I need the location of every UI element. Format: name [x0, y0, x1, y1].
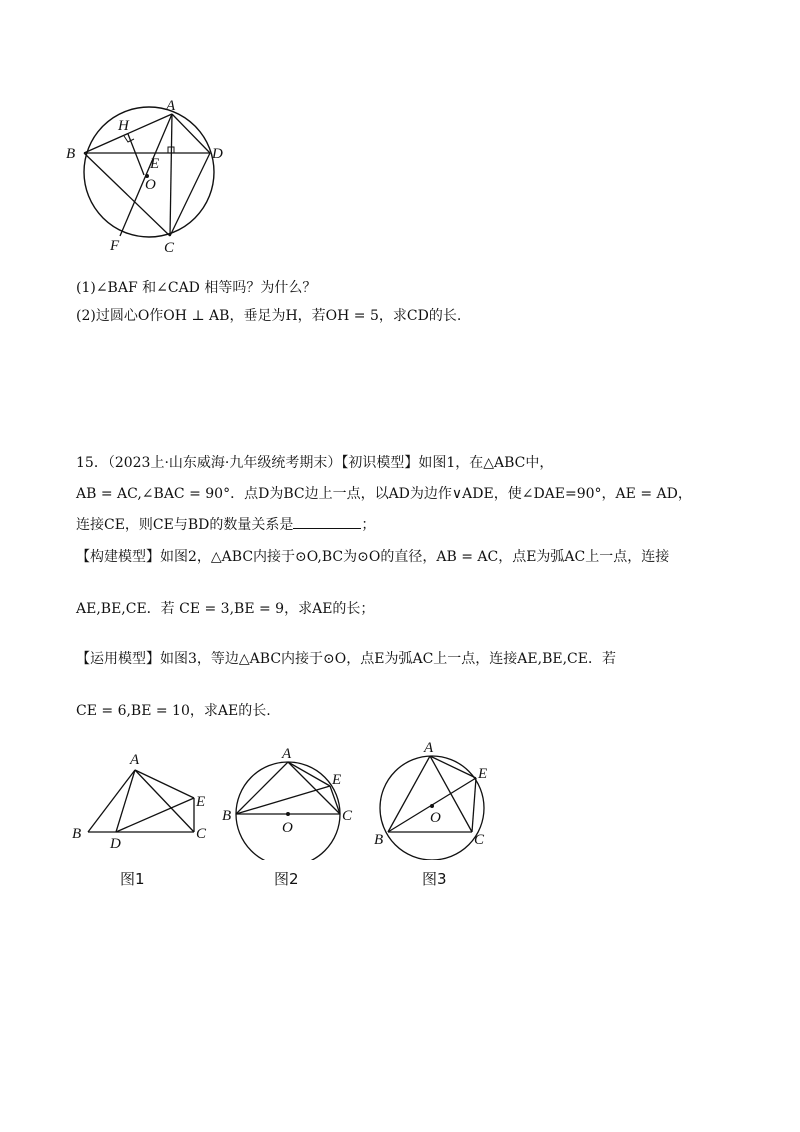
fig1-segment-de: [116, 798, 194, 832]
fig1-label-e: E: [196, 794, 206, 810]
fig2-label-c: C: [342, 808, 353, 824]
label-f: F: [110, 238, 120, 254]
q15-line6: 【运用模型】如图3，等边△ABC内接于⊙O，点E为弧AC上一点，连接AE,BE,CE．若: [76, 651, 616, 667]
answer-blank[interactable]: [293, 516, 361, 529]
figure-2: [222, 740, 362, 860]
q15-line4: 【构建模型】如图2，△ABC内接于⊙O,BC为⊙O的直径，AB = AC，点E为弧AC上一点，连接: [76, 549, 670, 565]
fig3-segment-ce: [472, 778, 476, 832]
label-c: C: [164, 240, 175, 256]
fig3-label-b: B: [374, 832, 384, 848]
fig3-segment-ab: [388, 756, 430, 832]
fig1-segment-ae: [135, 770, 194, 798]
q15-line3: [76, 514, 375, 534]
q15-line7: CE = 6,BE = 10，求AE的长.: [76, 703, 271, 719]
fig2-label-e: E: [332, 772, 342, 788]
label-e: E: [150, 156, 160, 172]
q14-part2: (2)过圆心O作OH ⊥ AB，垂足为H，若OH = 5，求CD的长.: [76, 308, 462, 324]
label-d: D: [212, 146, 223, 162]
fig2-label-a: A: [282, 746, 292, 762]
q15-line2: AB = AC,∠BAC = 90°．点D为BC边上一点，以AD为边作∨ADE，使∠DAE=90°，AE = AD，: [76, 486, 692, 502]
fig2-circle-o: [236, 762, 340, 860]
figure-circle-abcd: [62, 90, 242, 260]
segment-oh: [128, 134, 144, 175]
q15-line3-pre: 连接CE，则CE与BD的数量关系是: [76, 517, 294, 533]
fig1-segment-ac: [135, 770, 194, 832]
fig3-label-c: C: [474, 832, 485, 848]
fig1-label-d: D: [110, 836, 121, 850]
fig3-label-o: O: [430, 810, 441, 826]
fig1-label-c: C: [196, 826, 207, 842]
fig2-center-o: [286, 812, 290, 816]
q15-line5: AE,BE,CE．若 CE = 3,BE = 9，求AE的长；: [76, 601, 375, 617]
label-h: H: [118, 118, 129, 134]
q15-line3-post: ；: [361, 517, 376, 533]
segment-cd: [170, 153, 210, 236]
fig3-center-o: [430, 804, 434, 808]
label-b: B: [66, 146, 76, 162]
fig1-label-a: A: [130, 752, 140, 768]
caption-figure-3: 图3: [422, 870, 447, 888]
q14-part1: (1)∠BAF 和∠CAD 相等吗？为什么？: [76, 280, 317, 296]
figure-3: [372, 740, 512, 860]
figures-row: [62, 740, 522, 900]
fig1-segment-ab: [88, 770, 135, 832]
caption-figure-1: 图1: [120, 870, 145, 888]
fig1-segment-ad: [116, 770, 135, 832]
label-o: O: [145, 177, 156, 193]
fig1-label-b: B: [72, 826, 82, 842]
fig3-segment-ae: [430, 756, 476, 778]
q15-line1: 15．（2023上·山东威海·九年级统考期末）【初识模型】如图1，在△ABC中，: [76, 455, 554, 471]
caption-figure-2: 图2: [274, 870, 299, 888]
fig2-segment-ac: [288, 762, 340, 814]
fig3-label-a: A: [424, 740, 434, 756]
fig2-label-b: B: [222, 808, 232, 824]
fig3-label-e: E: [478, 766, 488, 782]
figure-1: [62, 740, 222, 850]
segment-ac: [170, 114, 172, 236]
fig2-label-o: O: [282, 820, 293, 836]
label-a: A: [166, 98, 176, 114]
segment-ad: [172, 114, 210, 153]
